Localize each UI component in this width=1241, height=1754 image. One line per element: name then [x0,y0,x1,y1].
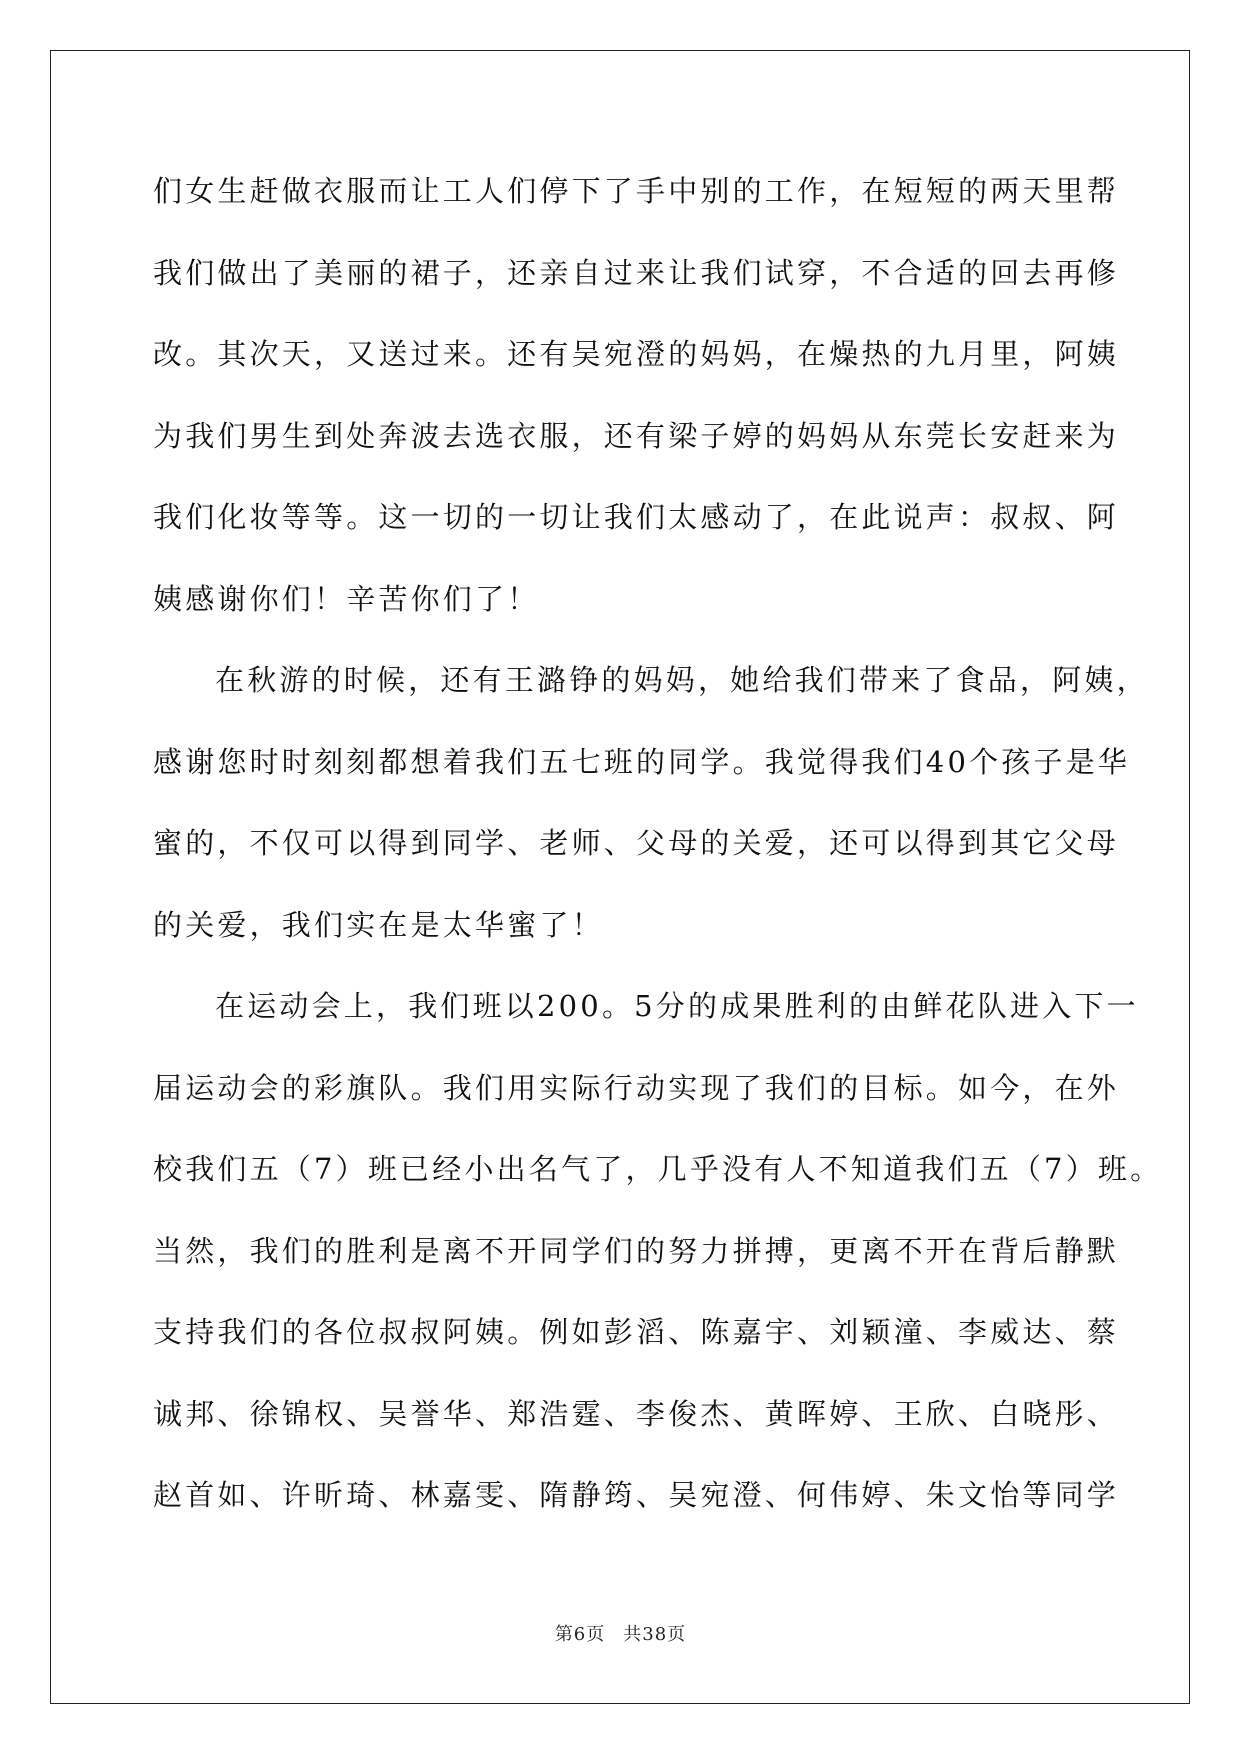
text-line: 的关爱，我们实在是太华蜜了！ [153,907,604,942]
document-body [153,165,1163,1551]
text-line: 感谢您时时刻刻都想着我们五七班的同学。我觉得我们40个孩子是华 [153,744,1131,779]
paragraph-start-line: 在秋游的时候，还有王潞铮的妈妈，她给我们带来了食品，阿姨， [215,663,1149,697]
page-footer [0,1620,1241,1646]
text-line: 改。其次天，又送过来。还有吴宛澄的妈妈，在燥热的九月里，阿姨 [153,337,1120,371]
page-total: 共38页 [623,1624,687,1645]
text-line: 校我们五（7）班已经小出名气了，几乎没有人不知道我们五（7）班。 [153,1152,1163,1186]
text-line: 支持我们的各位叔叔阿姨。例如彭滔、陈嘉宇、刘颖潼、李威达、蔡 [153,1315,1120,1349]
text-line: 我们化妆等等。这一切的一切让我们太感动了，在此说声：叔叔、阿 [153,500,1120,534]
text-line: 们女生赶做衣服而让工人们停下了手中别的工作，在短短的两天里帮 [153,174,1120,208]
text-line: 诚邦、徐锦权、吴誉华、郑浩霆、李俊杰、黄晖婷、王欣、白晓彤、 [153,1396,1120,1431]
text-line: 届运动会的彩旗队。我们用实际行动实现了我们的目标。如今，在外 [153,1070,1120,1105]
page-number: 第6页 [554,1624,606,1645]
text-line: 我们做出了美丽的裙子，还亲自过来让我们试穿，不合适的回去再修 [153,255,1120,290]
text-line: 姨感谢你们！辛苦你们了！ [153,581,540,616]
text-line: 蜜的，不仅可以得到同学、老师、父母的关爱，还可以得到其它父母 [153,826,1120,860]
text-line: 赵首如、许昕琦、林嘉雯、隋静筠、吴宛澄、何伟婷、朱文怡等同学 [153,1478,1120,1512]
paragraph-start-line: 在运动会上，我们班以200。5分的成果胜利的由鲜花队进入下一 [215,989,1139,1023]
text-line: 当然，我们的胜利是离不开同学们的努力拼搏，更离不开在背后静默 [153,1233,1120,1268]
text-line: 为我们男生到处奔波去选衣服，还有梁子婷的妈妈从东莞长安赶来为 [153,418,1120,453]
